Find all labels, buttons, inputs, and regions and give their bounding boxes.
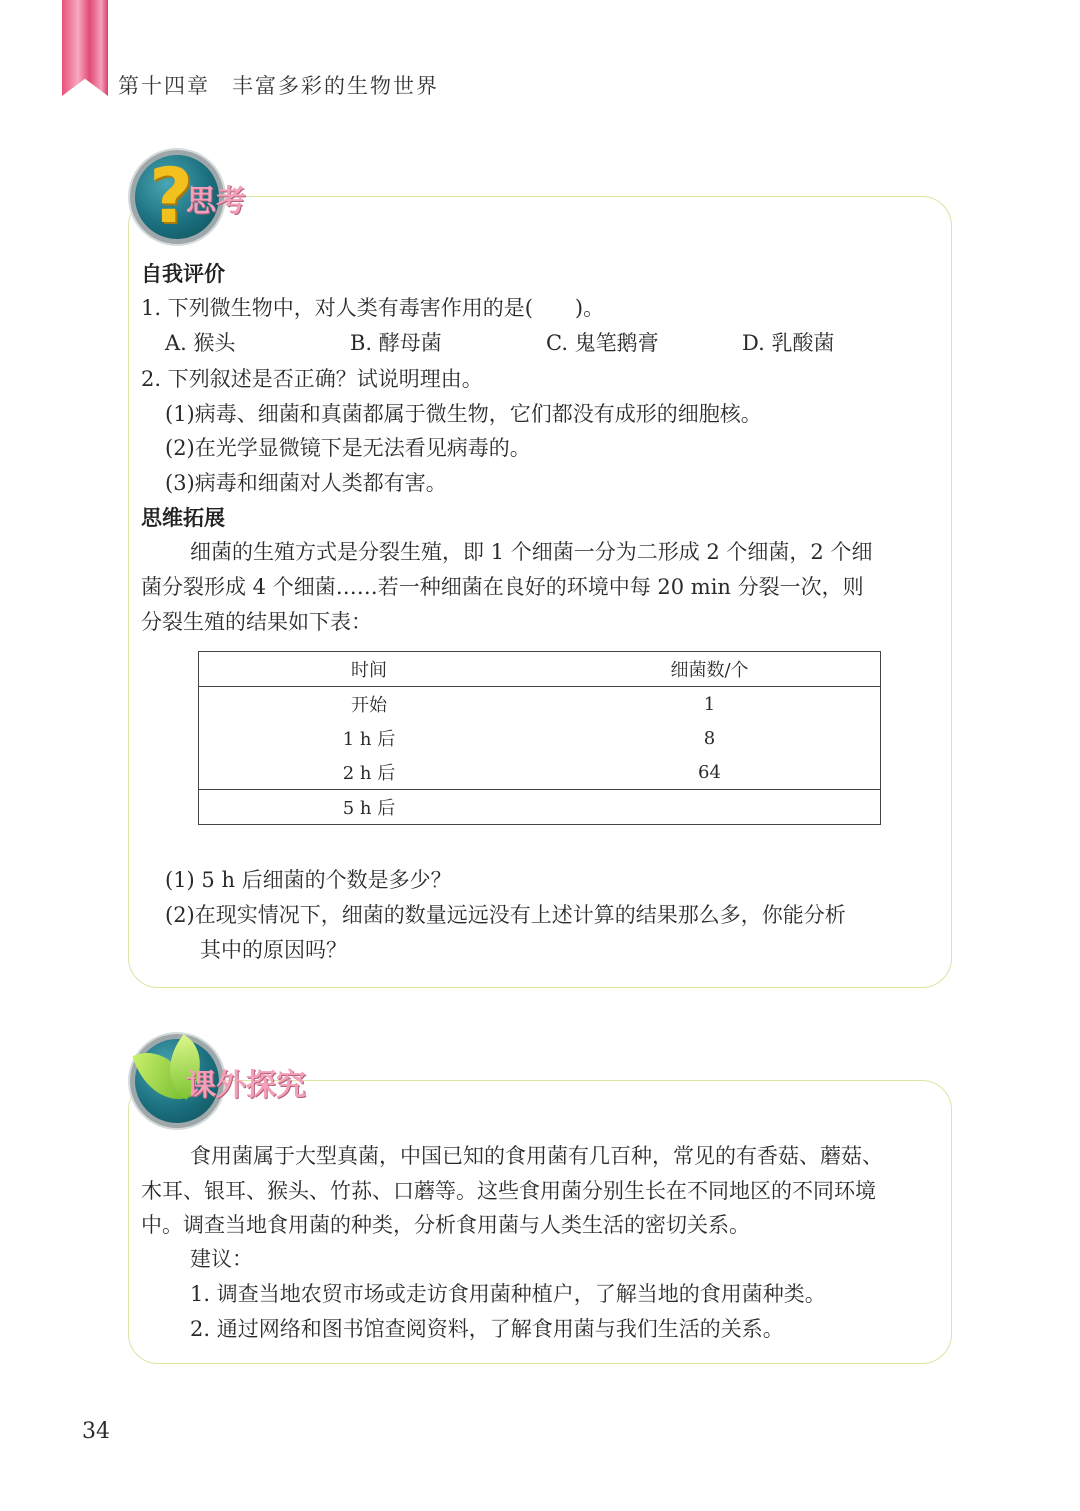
table-cell: 1 h 后 bbox=[342, 729, 396, 750]
question-2-item: (2)在光学显微镜下是无法看见病毒的。 bbox=[165, 436, 531, 460]
table-cell bbox=[539, 790, 881, 825]
think-title: 思考 bbox=[186, 184, 246, 219]
question-mark-icon: ? bbox=[130, 150, 224, 244]
sub-question: 其中的原因吗？ bbox=[200, 938, 347, 962]
extend-paragraph-line: 分裂生殖的结果如下表： bbox=[141, 610, 372, 634]
table-cell: 开始 bbox=[351, 695, 387, 716]
explore-paragraph-line: 中。调查当地食用菌的种类，分析食用菌与人类生活的密切关系。 bbox=[141, 1213, 750, 1237]
page-number: 34 bbox=[82, 1419, 110, 1444]
option-d: D. 乳酸菌 bbox=[742, 331, 835, 355]
option-a: A. 猴头 bbox=[165, 331, 236, 355]
table-header-row bbox=[199, 652, 881, 687]
question-1: 1. 下列微生物中，对人类有毒害作用的是( )。 bbox=[141, 296, 605, 320]
extend-paragraph-line: 菌分裂形成 4 个细菌……若一种细菌在良好的环境中每 20 min 分裂一次，则 bbox=[141, 575, 864, 599]
question-2: 2. 下列叙述是否正确？试说明理由。 bbox=[141, 367, 483, 391]
table-cell: 1 bbox=[703, 693, 716, 715]
column-header-count: 细菌数/个 bbox=[539, 652, 881, 687]
extend-paragraph-line: 细菌的生殖方式是分裂生殖，即 1 个细菌一分为二形成 2 个细菌，2 个细 bbox=[190, 540, 873, 564]
table-cell: 2 h 后 bbox=[342, 763, 396, 784]
table-cell: 64 bbox=[698, 761, 721, 783]
table-row bbox=[199, 721, 881, 755]
chapter-header bbox=[118, 70, 439, 100]
table-cell: 5 h 后 bbox=[199, 790, 540, 825]
option-c: C. 鬼笔鹅膏 bbox=[546, 331, 659, 355]
table-row bbox=[199, 687, 881, 722]
table-row bbox=[199, 755, 881, 790]
sub-question: (1) 5 h 后细菌的个数是多少？ bbox=[165, 868, 452, 892]
bacteria-table bbox=[198, 651, 881, 825]
sub-question: (2)在现实情况下，细菌的数量远远没有上述计算的结果那么多，你能分析 bbox=[165, 903, 846, 927]
explore-title: 课外探究 bbox=[186, 1068, 306, 1103]
suggestion-item: 2. 通过网络和图书馆查阅资料，了解食用菌与我们生活的关系。 bbox=[190, 1317, 784, 1341]
chapter-title: 丰富多彩的生物世界 bbox=[232, 74, 439, 98]
suggest-label: 建议： bbox=[190, 1247, 253, 1271]
extend-heading: 思维拓展 bbox=[141, 506, 225, 530]
table-cell: 8 bbox=[703, 727, 716, 749]
column-header-time: 时间 bbox=[199, 652, 540, 687]
option-b: B. 酵母菌 bbox=[350, 331, 442, 355]
table-row bbox=[199, 790, 881, 825]
chapter-number: 第十四章 bbox=[118, 74, 210, 98]
question-2-item: (3)病毒和细菌对人类都有害。 bbox=[165, 471, 447, 495]
explore-paragraph-line: 木耳、银耳、猴头、竹荪、口蘑等。这些食用菌分别生长在不同地区的不同环境 bbox=[141, 1179, 876, 1203]
chapter-ribbon bbox=[62, 0, 108, 96]
question-2-item: (1)病毒、细菌和真菌都属于微生物，它们都没有成形的细胞核。 bbox=[165, 402, 762, 426]
suggestion-item: 1. 调查当地农贸市场或走访食用菌种植户，了解当地的食用菌种类。 bbox=[190, 1282, 826, 1306]
explore-paragraph-line: 食用菌属于大型真菌，中国已知的食用菌有几百种，常见的有香菇、蘑菇、 bbox=[190, 1144, 883, 1168]
self-eval-heading: 自我评价 bbox=[141, 262, 225, 286]
